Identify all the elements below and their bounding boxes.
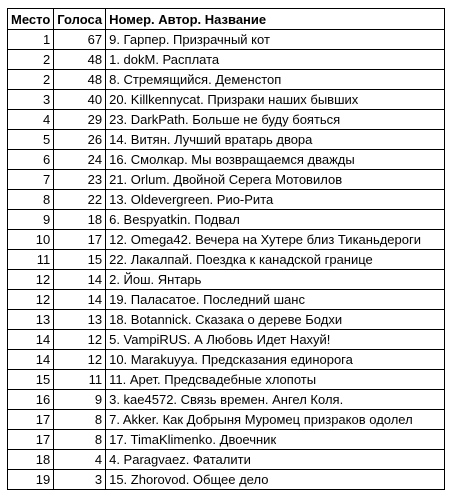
- cell-votes[interactable]: 3: [54, 470, 106, 490]
- results-table: [7, 8, 445, 490]
- cell-votes[interactable]: 11: [54, 370, 106, 390]
- cell-place[interactable]: 15: [8, 370, 54, 390]
- table-row: [8, 390, 445, 410]
- cell-votes[interactable]: 12: [54, 330, 106, 350]
- cell-title[interactable]: 22. Лакалпай. Поездка к канадской границе: [106, 250, 445, 270]
- cell-votes[interactable]: 40: [54, 90, 106, 110]
- cell-votes[interactable]: 8: [54, 430, 106, 450]
- cell-title[interactable]: 1. dokM. Расплата: [106, 50, 445, 70]
- cell-place[interactable]: 17: [8, 430, 54, 450]
- table-row: [8, 290, 445, 310]
- header-row: [8, 9, 445, 30]
- cell-title[interactable]: 5. VampiRUS. А Любовь Идет Нахуй!: [106, 330, 445, 350]
- table-row: [8, 250, 445, 270]
- cell-place[interactable]: 10: [8, 230, 54, 250]
- cell-place[interactable]: 12: [8, 290, 54, 310]
- table-row: [8, 310, 445, 330]
- cell-votes[interactable]: 14: [54, 290, 106, 310]
- cell-votes[interactable]: 4: [54, 450, 106, 470]
- table-row: [8, 410, 445, 430]
- cell-place[interactable]: 14: [8, 350, 54, 370]
- cell-place[interactable]: 1: [8, 30, 54, 50]
- cell-place[interactable]: 19: [8, 470, 54, 490]
- cell-place[interactable]: 17: [8, 410, 54, 430]
- cell-place[interactable]: 3: [8, 90, 54, 110]
- cell-title[interactable]: 9. Гарпер. Призрачный кот: [106, 30, 445, 50]
- cell-place[interactable]: 2: [8, 50, 54, 70]
- cell-place[interactable]: 16: [8, 390, 54, 410]
- cell-votes[interactable]: 18: [54, 210, 106, 230]
- table-body: [8, 30, 445, 490]
- cell-votes[interactable]: 9: [54, 390, 106, 410]
- table-row: [8, 350, 445, 370]
- cell-title[interactable]: 13. Oldevergreen. Рио-Рита: [106, 190, 445, 210]
- table-row: [8, 50, 445, 70]
- cell-votes[interactable]: 17: [54, 230, 106, 250]
- cell-title[interactable]: 12. Omega42. Вечера на Хутере близ Тиканьдероги: [106, 230, 445, 250]
- cell-title[interactable]: 8. Стремящийся. Деменстоп: [106, 70, 445, 90]
- table-row: [8, 170, 445, 190]
- cell-votes[interactable]: 48: [54, 70, 106, 90]
- table-row: [8, 150, 445, 170]
- cell-votes[interactable]: 12: [54, 350, 106, 370]
- cell-title[interactable]: 2. Йош. Янтарь: [106, 270, 445, 290]
- cell-title[interactable]: 20. Killkennycat. Призраки наших бывших: [106, 90, 445, 110]
- cell-votes[interactable]: 13: [54, 310, 106, 330]
- cell-title[interactable]: 11. Арет. Предсвадебные хлопоты: [106, 370, 445, 390]
- cell-votes[interactable]: 22: [54, 190, 106, 210]
- header-place[interactable]: Место: [8, 9, 54, 30]
- cell-title[interactable]: 10. Marakuyya. Предсказания единорога: [106, 350, 445, 370]
- cell-place[interactable]: 11: [8, 250, 54, 270]
- cell-title[interactable]: 4. Paragvaez. Фаталити: [106, 450, 445, 470]
- cell-place[interactable]: 5: [8, 130, 54, 150]
- cell-title[interactable]: 21. Orlum. Двойной Серега Мотовилов: [106, 170, 445, 190]
- cell-title[interactable]: 17. TimaKlimenko. Двоечник: [106, 430, 445, 450]
- cell-place[interactable]: 6: [8, 150, 54, 170]
- cell-title[interactable]: 19. Паласатое. Последний шанс: [106, 290, 445, 310]
- cell-votes[interactable]: 24: [54, 150, 106, 170]
- cell-votes[interactable]: 67: [54, 30, 106, 50]
- cell-title[interactable]: 18. Botannick. Сказака о дереве Бодхи: [106, 310, 445, 330]
- table-row: [8, 270, 445, 290]
- cell-title[interactable]: 14. Витян. Лучший вратарь двора: [106, 130, 445, 150]
- cell-title[interactable]: 7. Akker. Как Добрыня Муромец призраков одолел: [106, 410, 445, 430]
- cell-place[interactable]: 9: [8, 210, 54, 230]
- cell-title[interactable]: 6. Bespyatkin. Подвал: [106, 210, 445, 230]
- cell-place[interactable]: 13: [8, 310, 54, 330]
- table-row: [8, 90, 445, 110]
- cell-place[interactable]: 8: [8, 190, 54, 210]
- cell-votes[interactable]: 14: [54, 270, 106, 290]
- table-row: [8, 70, 445, 90]
- cell-votes[interactable]: 48: [54, 50, 106, 70]
- cell-title[interactable]: 3. kae4572. Связь времен. Ангел Коля.: [106, 390, 445, 410]
- cell-votes[interactable]: 8: [54, 410, 106, 430]
- cell-place[interactable]: 7: [8, 170, 54, 190]
- table-row: [8, 130, 445, 150]
- table-row: [8, 210, 445, 230]
- table-row: [8, 30, 445, 50]
- table-row: [8, 450, 445, 470]
- cell-place[interactable]: 12: [8, 270, 54, 290]
- table-row: [8, 110, 445, 130]
- cell-place[interactable]: 18: [8, 450, 54, 470]
- cell-votes[interactable]: 26: [54, 130, 106, 150]
- table-row: [8, 370, 445, 390]
- cell-place[interactable]: 4: [8, 110, 54, 130]
- header-title[interactable]: Номер. Автор. Название: [106, 9, 445, 30]
- cell-place[interactable]: 2: [8, 70, 54, 90]
- cell-votes[interactable]: 15: [54, 250, 106, 270]
- cell-title[interactable]: 23. DarkPath. Больше не буду бояться: [106, 110, 445, 130]
- table-row: [8, 230, 445, 250]
- cell-votes[interactable]: 29: [54, 110, 106, 130]
- header-votes[interactable]: Голоса: [54, 9, 106, 30]
- cell-title[interactable]: 16. Смолкар. Мы возвращаемся дважды: [106, 150, 445, 170]
- table-row: [8, 190, 445, 210]
- cell-place[interactable]: 14: [8, 330, 54, 350]
- cell-title[interactable]: 15. Zhorovod. Общее дело: [106, 470, 445, 490]
- table-row: [8, 330, 445, 350]
- cell-votes[interactable]: 23: [54, 170, 106, 190]
- table-row: [8, 430, 445, 450]
- table-row: [8, 470, 445, 490]
